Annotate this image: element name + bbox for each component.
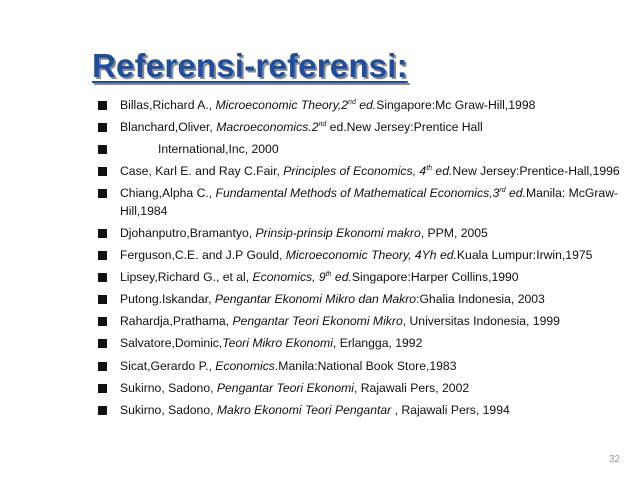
reference-item [98,380,628,398]
reference-text: Manila: McGraw-Hill,1984 [120,186,619,218]
slide-title: Referensi-referensi: [92,47,408,84]
reference-item [98,163,628,181]
square-bullet-icon [98,167,107,176]
reference-title-text: Macroeconomics.2 [216,120,319,135]
reference-text: Lipsey,Richard G., et al, [120,270,253,285]
reference-text: Billas,Richard A., [120,98,216,112]
ordinal-suffix: th [426,165,433,173]
reference-list [98,97,628,424]
reference-item [98,335,628,353]
reference-text: :Ghalia Indonesia, 2003 [416,292,545,307]
reference-item [98,97,628,115]
reference-title-text: Fundamental Methods of Mathematical Economics,3 [215,186,500,201]
square-bullet-icon [98,189,107,198]
reference-item [98,185,628,220]
square-bullet-icon [98,123,107,132]
reference-text: , Rajawali Pers, 2002 [353,380,470,395]
reference-item [98,225,628,243]
reference-title-text: Principles of Economics, 4 [283,164,427,179]
reference-text: International,Inc, 2000 [158,142,279,157]
reference-text: Sukirno, Sadono, [120,380,217,395]
square-bullet-icon [98,273,107,282]
ordinal-suffix: th [325,271,332,279]
reference-item [98,269,628,287]
reference-item [98,119,628,137]
square-bullet-icon [98,339,107,348]
reference-text: Djohanputro,Bramantyo, [120,225,256,240]
reference-text: Singapore:Mc Graw-Hill,1998 [376,98,536,112]
ordinal-suffix: rd [499,187,506,195]
reference-text: Sukirno, Sadono, [120,402,217,417]
reference-title-text: Pengantar Teori Ekonomi [216,380,354,395]
square-bullet-icon [98,145,107,154]
reference-text: Chiang,Alpha C., [120,186,216,201]
reference-text: Case, Karl E. and Ray C.Fair, [120,164,284,179]
reference-title-text: ed. [355,98,377,112]
reference-text: Blanchard,Oliver, [120,120,217,135]
reference-item [98,291,628,309]
reference-title-text: Microeconomic Theory, 4Yh ed. [285,248,457,263]
reference-text: , Universitas Indonesia, 1999 [402,314,560,329]
reference-text: , PPM, 2005 [420,225,488,240]
reference-text: Sicat,Gerardo P., [120,358,216,373]
reference-text: .Manila:National Book Store,1983 [274,358,457,373]
reference-title-text: Pengantar Ekonomi Mikro dan Makro [214,292,417,307]
ordinal-suffix: nd [348,98,356,106]
reference-text: ed.New Jersey:Prentice Hall [326,120,483,135]
reference-title-text: ed. [432,164,453,179]
reference-text: Rahardja,Prathama, [120,314,233,329]
square-bullet-icon [98,384,107,393]
square-bullet-icon [98,362,107,371]
reference-text: Salvatore,Dominic, [120,336,223,351]
reference-title-text: Microeconomic Theory,2 [215,98,349,112]
reference-text: Kuala Lumpur:Irwin,1975 [456,248,593,263]
reference-title-text: Prinsip-prinsip Ekonomi makro [255,225,421,240]
reference-title-text: ed. [331,270,352,285]
reference-item [98,141,628,159]
square-bullet-icon [98,406,107,415]
reference-text: Singapore:Harper Collins,1990 [351,270,519,285]
reference-item [98,247,628,265]
reference-title-text: Teori Mikro Ekonomi [222,336,333,351]
ordinal-suffix: nd [318,121,327,129]
square-bullet-icon [98,101,107,110]
reference-title-text: Economics, 9 [252,270,326,285]
reference-text: New Jersey:Prentice-Hall,1996 [452,164,620,179]
reference-title-text: Makro Ekonomi Teori Pengantar [216,402,392,417]
reference-text: , Rajawali Pers, 1994 [391,402,510,417]
reference-title-text: Economics [215,358,275,373]
reference-item [98,358,628,376]
square-bullet-icon [98,251,107,260]
square-bullet-icon [98,229,107,238]
reference-text: Putong.Iskandar, [120,292,215,307]
square-bullet-icon [98,317,107,326]
reference-text: , Erlangga, 1992 [332,336,423,351]
reference-title-text: ed. [505,186,526,201]
reference-item [98,402,628,420]
reference-text: Ferguson,C.E. and J.P Gould, [120,248,286,263]
reference-title-text: Pengantar Teori Ekonomi Mikro [232,314,403,329]
reference-item [98,313,628,331]
square-bullet-icon [98,295,107,304]
page-number: 32 [608,454,620,465]
